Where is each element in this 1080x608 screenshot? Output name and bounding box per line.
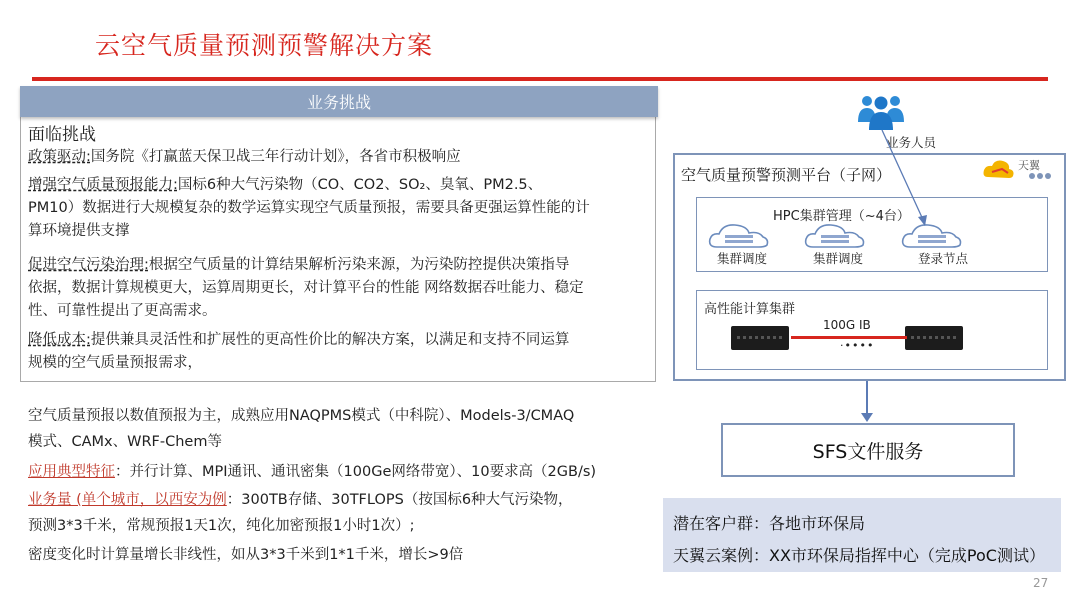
ib-dots: ·•••• bbox=[840, 339, 875, 352]
logo-text: 天翼 bbox=[1018, 159, 1040, 172]
volume-text: ：300TB存储、30TFLOPS（按国标6种大气污染物， bbox=[226, 492, 573, 508]
cost-text-2: 规模的空气质量预报需求， bbox=[28, 355, 202, 371]
server-node-left bbox=[731, 326, 789, 350]
challenge-subtitle: 面临挑战 bbox=[28, 125, 96, 145]
pollution-text-1: 根据空气质量的计算结果解析污染来源，为污染防控提供决策指导 bbox=[148, 257, 570, 273]
customer-line-2: 天翼云案例：XX市环保局指挥中心（完成PoC测试） bbox=[673, 546, 1045, 565]
feature-text: ：并行计算、MPI通讯、通讯密集（100Ge网络带宽）、10要求高（2GB/s) bbox=[115, 464, 597, 480]
cluster-title: 高性能计算集群 bbox=[704, 302, 796, 317]
cost-text-1: 提供兼具灵活性和扩展性的更高性价比的解决方案，以满足和支持不同运算 bbox=[90, 332, 570, 348]
node-label-2: 集群调度 bbox=[812, 251, 863, 266]
challenge-header: 业务挑战 bbox=[20, 86, 658, 117]
policy-label: 政策驱动: bbox=[28, 149, 91, 165]
customer-line-1: 潜在客户群：各地市环保局 bbox=[673, 514, 866, 533]
forecast-text-2: PM10）数据进行大规模复杂的数学运算实现空气质量预报，需要具备更强运算性能的计 bbox=[28, 200, 590, 216]
node-label-3: 登录节点 bbox=[917, 251, 968, 266]
info-line-2: 模式、CAMx、WRF-Chem等 bbox=[28, 434, 222, 450]
platform-title: 空气质量预警预测平台（子网） bbox=[681, 166, 892, 184]
feature-label: 应用典型特征 bbox=[28, 464, 115, 480]
user-label: 业务人员 bbox=[886, 135, 937, 150]
forecast-text-1: 国标6种大气污染物（CO、CO2、SO₂、臭氧、PM2.5、 bbox=[177, 177, 543, 193]
arrow-down-icon bbox=[860, 381, 874, 423]
server-node-right bbox=[905, 326, 963, 350]
forecast-text-3: 算环境提供支撑 bbox=[28, 223, 130, 239]
pollution-text-3: 性、可靠性提出了更高需求。 bbox=[28, 303, 217, 319]
page-number: 27 bbox=[1033, 576, 1049, 590]
info-line-6: 密度变化时计算量增长非线性，如从3*3千米到1*1千米，增长>9倍 bbox=[28, 547, 464, 563]
ib-label: 100G IB bbox=[823, 318, 871, 332]
node-label-1: 集群调度 bbox=[716, 251, 767, 266]
info-line-5: 预测3*3千米，常规预报1天1次，纯化加密预报1小时1次）; bbox=[28, 518, 415, 534]
cost-label: 降低成本: bbox=[28, 332, 91, 348]
forecast-label: 增强空气质量预报能力: bbox=[28, 177, 178, 193]
hpc-title: HPC集群管理（~4台） bbox=[773, 209, 910, 224]
info-line-1: 空气质量预报以数值预报为主，成熟应用NAQPMS模式（中科院）、Models-3/CMAQ bbox=[28, 408, 575, 424]
policy-text: 国务院《打赢蓝天保卫战三年行动计划》，各省市积极响应 bbox=[90, 149, 461, 165]
pollution-label: 促进空气污染治理: bbox=[28, 257, 149, 273]
volume-label: 业务量 (单个城市，以西安为例 bbox=[28, 492, 227, 508]
sfs-file-service-box: SFS文件服务 bbox=[721, 423, 1015, 477]
pollution-text-2: 依据，数据计算规模更大，运算周期更长，对计算平台的性能 网络数据吞吐能力、稳定 bbox=[28, 280, 584, 296]
page-title: 云空气质量预测预警解决方案 bbox=[95, 31, 434, 60]
